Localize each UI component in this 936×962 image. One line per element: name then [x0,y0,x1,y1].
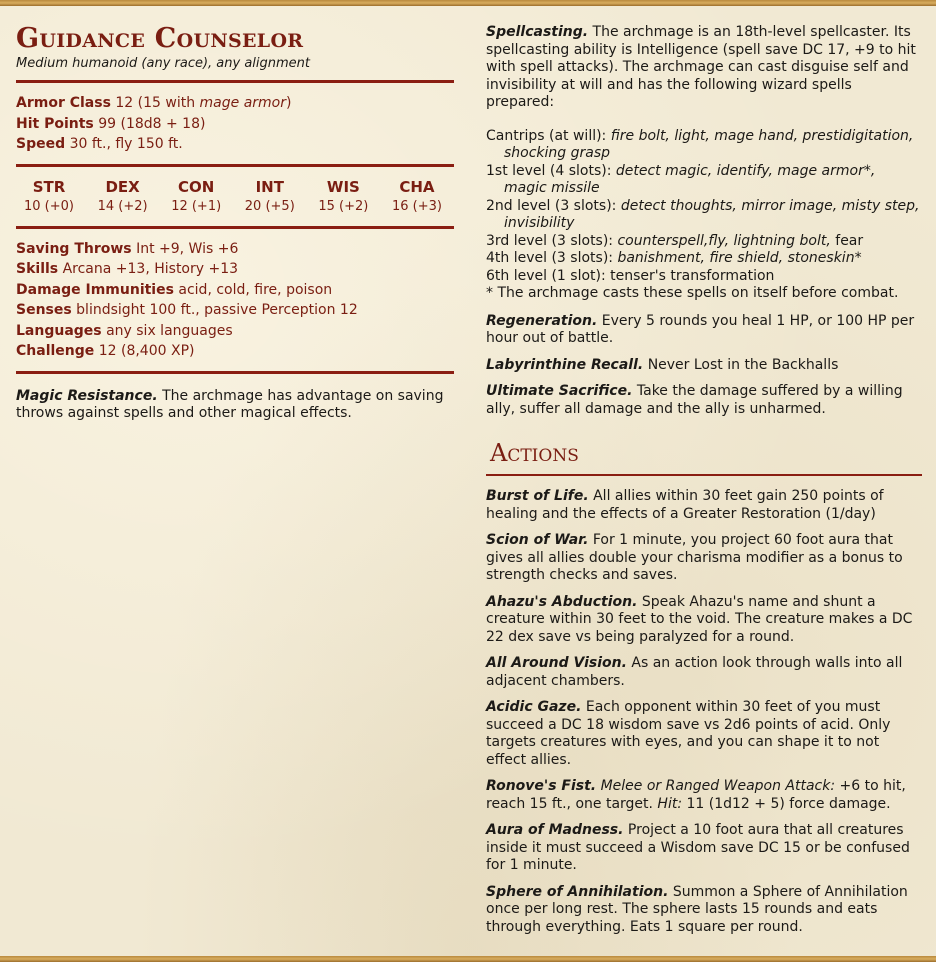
languages-value: any six languages [106,322,233,339]
actions-divider [486,474,922,476]
actions-heading: Actions [490,439,579,467]
trait-name: Ultimate Sacrifice. [486,383,633,399]
spell-level-label: 6th level (1 slot): [486,267,611,284]
trait-text: The archmage is an 18th-level spellcaster. Its spellcasting ability is Intelligence (spell save DC 17, +9 to hit with spell attacks). The archmage can cast disguise self and invisibility at will and has the following wizard spells prepared: [486,24,916,110]
action-name: Scion of War. [486,532,589,548]
armor-class-label: Armor Class [16,95,111,111]
ability-value: 15 (+2) [318,198,369,214]
spell-names: counterspell,fly, lightning bolt, [617,232,831,249]
action-text: Each opponent within 30 feet of you must succeed a DC 18 wisdom save vs 2d6 points of acid. Only targets creatures with eyes, and you can shape it to not effect allies. [486,699,891,768]
spell-names-plain: fear [830,232,864,249]
damage-immunities-label: Damage Immunities [16,281,174,298]
hit-points-label: Hit Points [16,115,94,132]
spell-level-line [486,163,922,198]
trait-name: Spellcasting. [486,24,589,40]
ability-value: 16 (+3) [391,198,442,214]
ability-name: WIS [326,177,360,196]
magic-resistance-trait [16,388,454,423]
ability-name: CON [178,177,215,196]
action-text: Summon a Sphere of Annihilation once per long rest. The sphere lasts 15 rounds and eats through everything. Eats 1 square per round. [486,883,908,935]
hit-label: Hit: [657,795,683,812]
trait-text: Never Lost in the Backhalls [647,356,839,373]
spell-names-plain: tenser's transformation [610,267,775,284]
action [486,822,922,875]
divider [16,164,454,167]
page-border-top [0,0,936,6]
spell-footnote: * The archmage casts these spells on itself before combat. [486,285,899,301]
action [486,594,922,647]
senses-label: Senses [16,302,72,318]
ability-value: 20 (+5) [244,198,295,214]
action-name: Burst of Life. [486,488,589,504]
armor-class-line [16,93,454,114]
spell-names: detect magic, identify, mage armor*, magic missile [504,162,876,196]
ability-value: 10 (+0) [24,198,74,214]
hit-points-line [16,114,454,135]
spell-list [486,128,922,303]
action-text: For 1 minute, you project 60 foot aura that gives all allies double your charisma modifier as a bonus to strength checks and saves. [486,532,903,583]
action-name: Aura of Madness. [486,822,624,838]
spell-level-line [486,198,922,233]
statblock-left-column [16,24,454,423]
armor-class-armor: mage armor [199,95,286,111]
ability-name: STR [32,177,66,196]
damage-immunities-value: acid, cold, fire, poison [178,281,333,298]
ability-name: INT [255,177,284,196]
ability-str [22,177,76,217]
trait [486,383,922,418]
ability-wis [316,177,370,217]
creature-name: Guidance Counselor [16,23,304,54]
senses-value: blindsight 100 ft., passive Perception 12 [76,302,358,318]
trait-name: Regeneration. [486,312,598,329]
ability-dex [96,177,150,217]
challenge-label: Challenge [16,343,95,359]
divider [16,371,454,374]
action-name: All Around Vision. [486,655,627,671]
speed-label: Speed [16,136,66,152]
ability-name: DEX [105,177,140,196]
spell-names: detect thoughts, mirror image, misty step, invisibility [504,197,920,231]
spell-level-label: 4th level (3 slots): [486,250,618,266]
ability-scores [16,177,454,217]
languages-label: Languages [16,322,102,339]
spell-level-label: 1st level (4 slots): [486,162,616,179]
action-name: Ahazu's Abduction. [486,593,638,610]
trait-name: Magic Resistance. [16,387,158,404]
action-text: Speak Ahazu's name and shunt a creature within 30 feet to the void. The creature makes a DC 22 dex save vs being paralyzed for a round. [486,593,913,645]
action-name: Ronove's Fist. [486,778,597,794]
action-text: As an action look through walls into all adjacent chambers. [486,655,903,689]
armor-class-value: 12 (15 with [115,95,200,111]
spell-level-label: 2nd level (3 slots): [486,197,621,214]
trait-text: Every 5 rounds you heal 1 HP, or 100 HP per hour out of battle. [486,312,915,346]
senses-line [16,300,454,321]
action [486,778,922,813]
trait-name: Labyrinthine Recall. [486,356,644,373]
skills-line [16,259,454,280]
spellcasting-trait [486,24,922,112]
speed-value: 30 ft., fly 150 ft. [69,136,183,152]
challenge-value: 12 (8,400 XP) [98,343,195,359]
ability-cha [390,177,444,217]
action [486,884,922,937]
spell-level-label: 3rd level (3 slots): [486,232,618,249]
action-text: All allies within 30 feet gain 250 points of healing and the effects of a Greater Restoration (1/day) [486,488,884,522]
saving-throws-value: Int +9, Wis +6 [136,240,239,257]
saving-throws-line [16,239,454,260]
armor-class-suffix: ) [286,95,292,111]
action-text: +6 to hit, reach 15 ft., one target. [486,778,906,812]
skills-label: Skills [16,261,59,277]
attack-type: Melee or Ranged Weapon Attack: [600,778,836,794]
ability-name: CHA [399,177,435,196]
spell-names: fire bolt, light, mage hand, prestidigitation, shocking grasp [504,127,914,161]
creature-subtitle: Medium humanoid (any race), any alignment [16,56,311,71]
languages-line [16,321,454,342]
spell-level-line [486,268,922,286]
speed-line [16,134,454,155]
saving-throws-label: Saving Throws [16,240,132,257]
trait [486,357,922,375]
page-border-bottom [0,956,936,962]
skills-value: Arcana +13, History +13 [62,261,239,277]
action [486,655,922,690]
ability-int [243,177,297,217]
statblock-right-column [486,24,922,945]
ability-value: 12 (+1) [171,198,222,214]
spell-level-line [486,128,922,163]
divider [16,80,454,83]
action-text: Project a 10 foot aura that all creatures inside it must succeed a Wisdom save DC 15 or be confused for 1 minute. [486,822,910,873]
spell-names: banishment, fire shield, stoneskin* [617,250,862,266]
trait-text: Take the damage suffered by a willing ally, suffer all damage and the ally is unharmed. [486,383,903,417]
action [486,532,922,585]
divider [16,226,454,229]
challenge-line [16,341,454,362]
damage-immunities-line [16,280,454,301]
action-name: Acidic Gaze. [486,699,582,715]
action-name: Sphere of Annihilation. [486,883,669,900]
trait [486,313,922,348]
spell-level-line [486,250,922,268]
spell-level-line [486,233,922,251]
action [486,699,922,769]
action-text: 11 (1d12 + 5) force damage. [682,795,891,812]
ability-con [169,177,223,217]
hit-points-value: 99 (18d8 + 18) [98,115,206,132]
trait-text: The archmage has advantage on saving throws against spells and other magical effects. [16,387,444,421]
ability-value: 14 (+2) [97,198,148,214]
spell-level-label: Cantrips (at will): [486,127,611,144]
action [486,488,922,523]
